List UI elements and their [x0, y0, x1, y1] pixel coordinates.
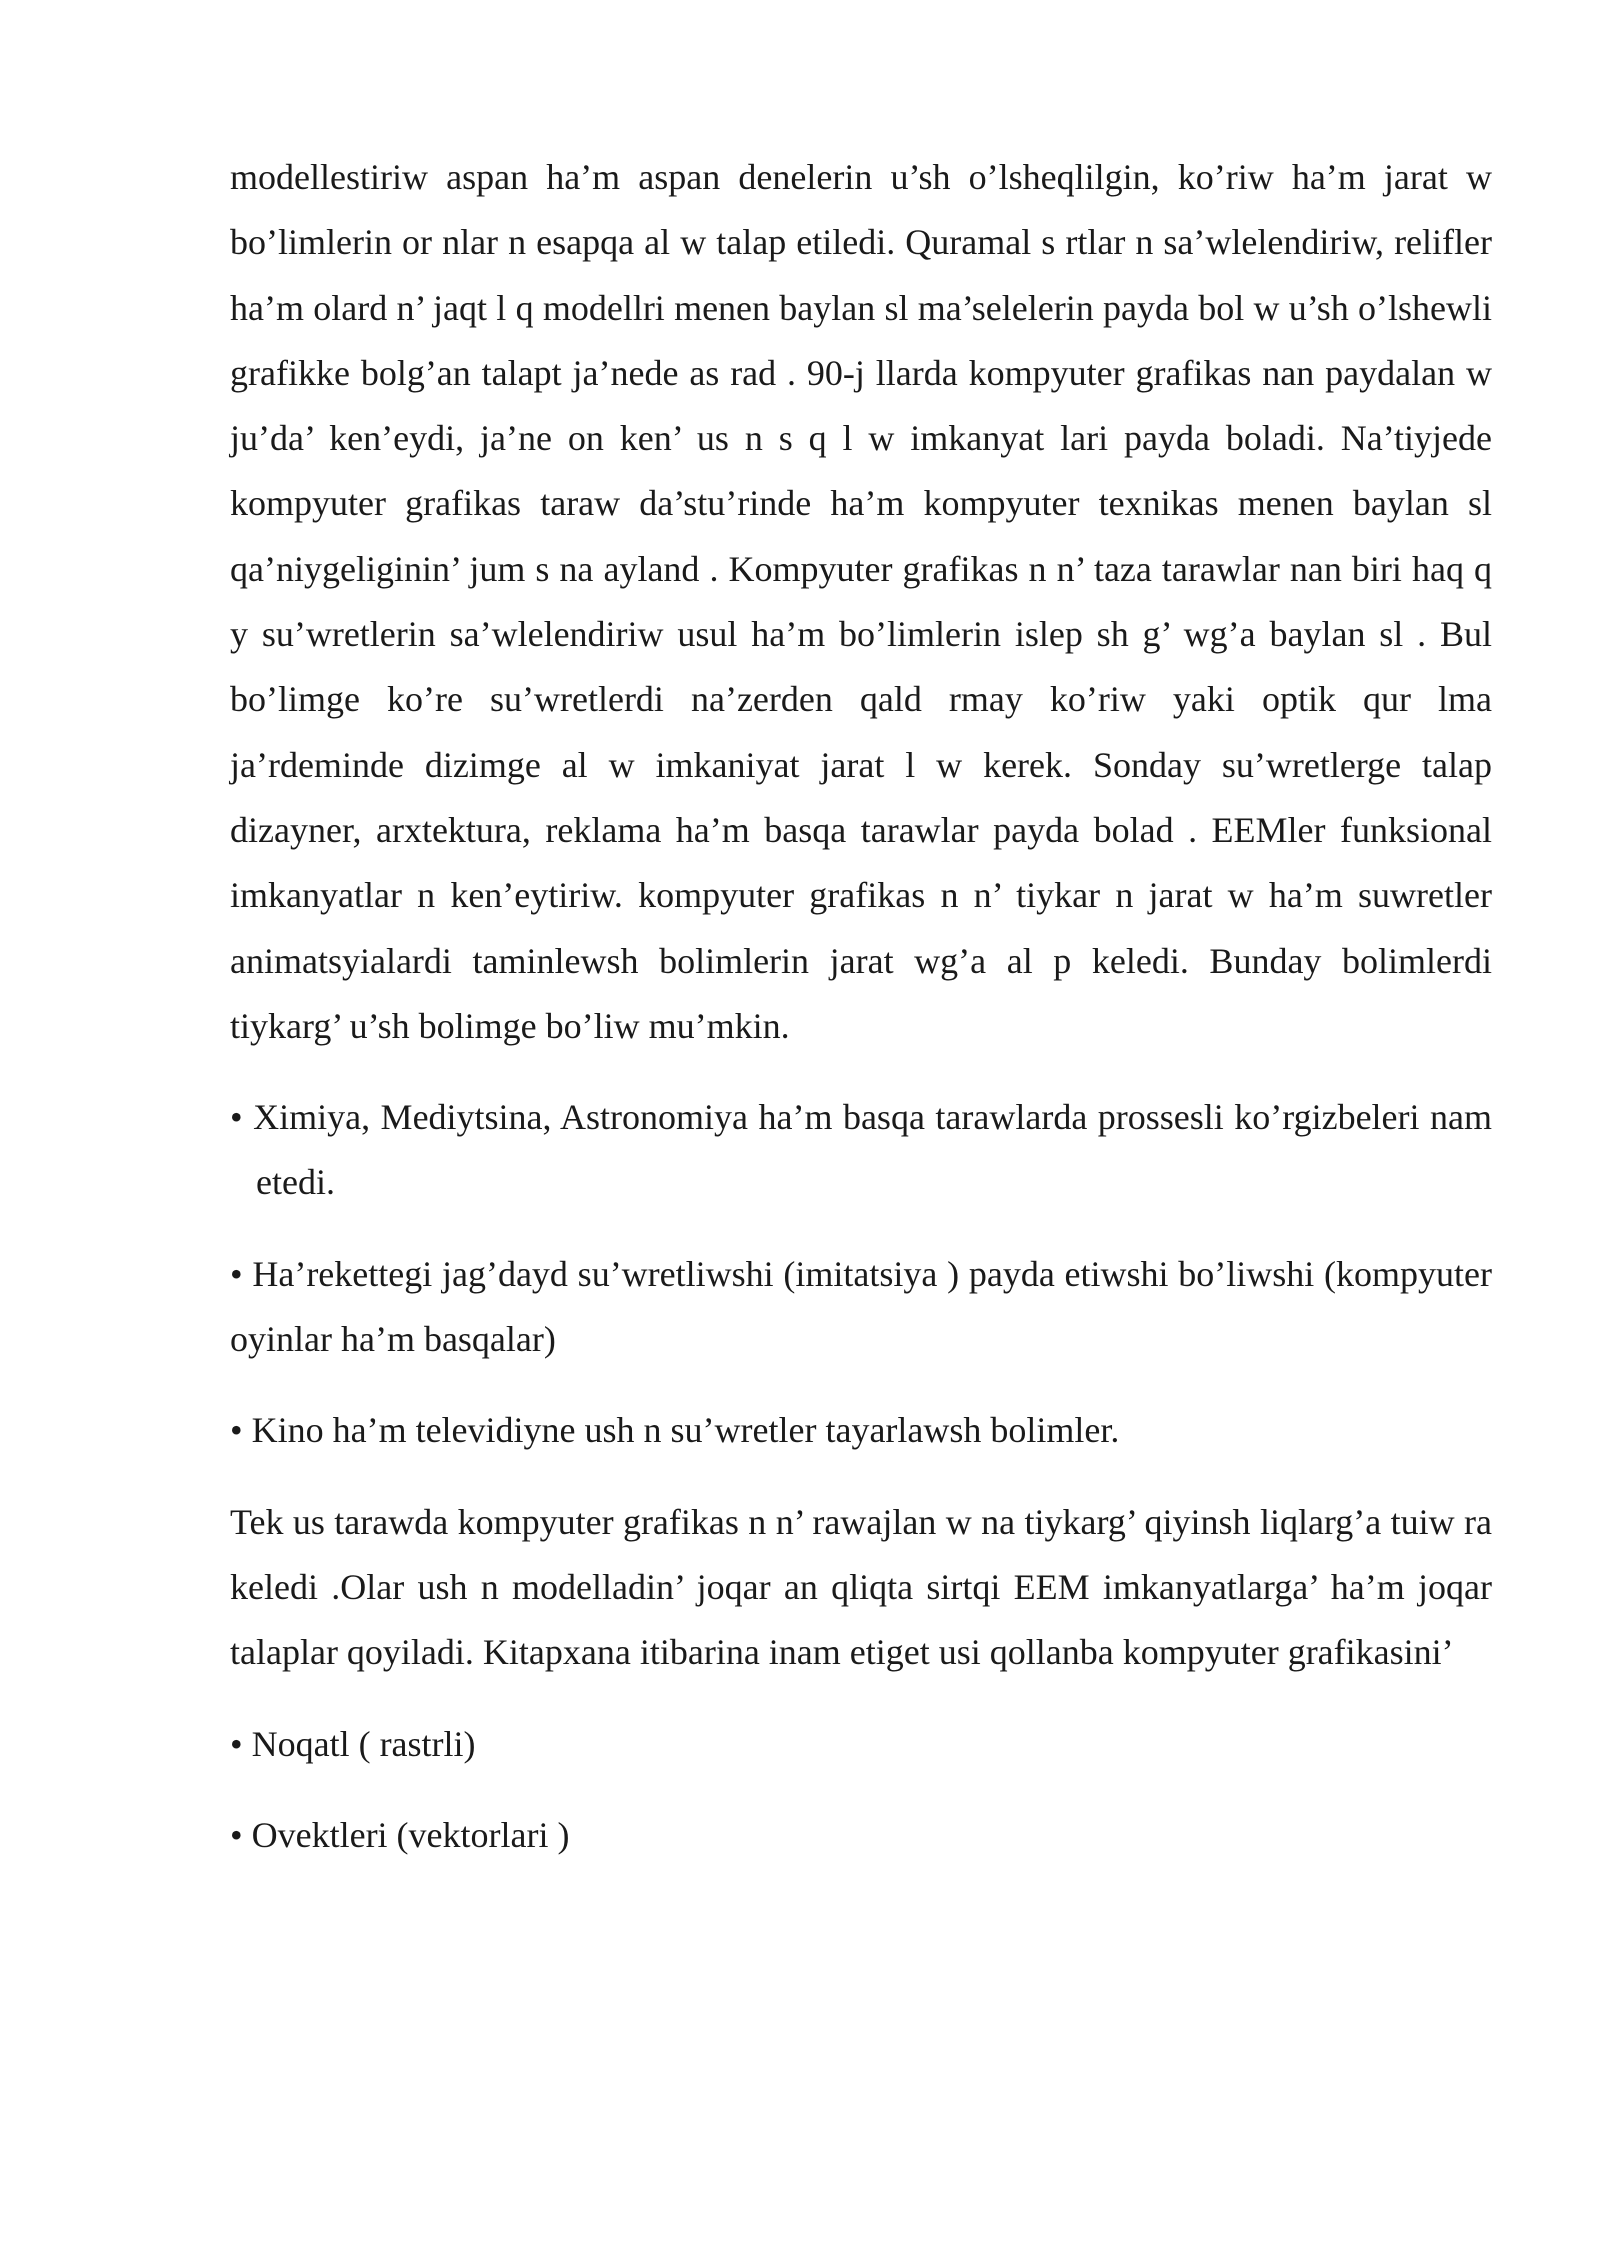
body-paragraph: modellestiriw aspan ha’m aspan denelerin u’sh o’lsheqlilgin, ko’riw ha’m jarat w bo’limlerin or nlar n esapqa al w talap etiledi. Quramal s rtlar n sa’wlelendiriw, relifler ha’m olard n’ jaqt l q modellri menen baylan sl ma’selelerin payda bol w u’sh o’lshewli grafikke bolg’an talapt ja’nede as rad . 90-j llarda kompyuter grafikas nan paydalan w ju’da’ ken’eydi, ja’ne on ken’ us n s q l w imkanyat lari payda boladi. Na’tiyjede kompyuter grafikas taraw da’stu’rinde ha’m kompyuter texnikas menen baylan sl qa’niygeliginin’ jum s na ayland . Kompyuter grafikas n n’ taza tarawlar nan biri haq q y su’wretlerin sa’wlelendiriw usul ha’m bo’limlerin islep sh g’ wg’a baylan sl . Bul bo’limge ko’re su’wretlerdi na’zerden qald rmay ko’riw yaki optik qur lma ja’rdeminde dizimge al w imkaniyat jarat l w kerek. Sonday su’wretlerge talap dizayner, arxtektura, reklama ha’m basqa tarawlar payda bolad . EEMler funksional imkanyatlar n ken’eytiriw. kompyuter grafikas n n’ tiykar n jarat w ha’m suwretler animatsyialardi taminlewsh bolimlerin jarat wg’a al p keledi. Bunday bolimlerdi tiykarg’ u’sh bolimge bo’liw mu’mkin.	[230, 157, 1492, 1046]
body-paragraph: Tek us tarawda kompyuter grafikas n n’ rawajlan w na tiykarg’ qiyinsh liqlarg’a tuiw ra keledi .Olar ush n modelladin’ joqar an qliqta sirtqi EEM imkanyatlarga’ ha’m joqar talaplar qoyiladi. Kitapxana itibarina inam etiget usi qollanba kompyuter grafikasini’	[230, 1501, 1492, 1673]
bullet-item: • Kino ha’m televidiyne ush n su’wretler tayarlawsh bolimler.	[230, 1410, 1120, 1451]
bullet-item: • Ha’rekettegi jag’dayd su’wretliwshi (imitatsiya ) payda etiwshi bo’liwshi (kompyuter oyinlar ha’m basqalar)	[230, 1253, 1492, 1360]
bullet-item: • Noqatl ( rastrli)	[230, 1723, 476, 1764]
bullet-item: • Ximiya, Mediytsina, Astronomiya ha’m basqa tarawlarda prossesli ko’rgizbeleri nam etedi.	[230, 1097, 1492, 1203]
document-page	[230, 145, 1492, 1894]
bullet-item: • Ovektleri (vektorlari )	[230, 1814, 570, 1855]
